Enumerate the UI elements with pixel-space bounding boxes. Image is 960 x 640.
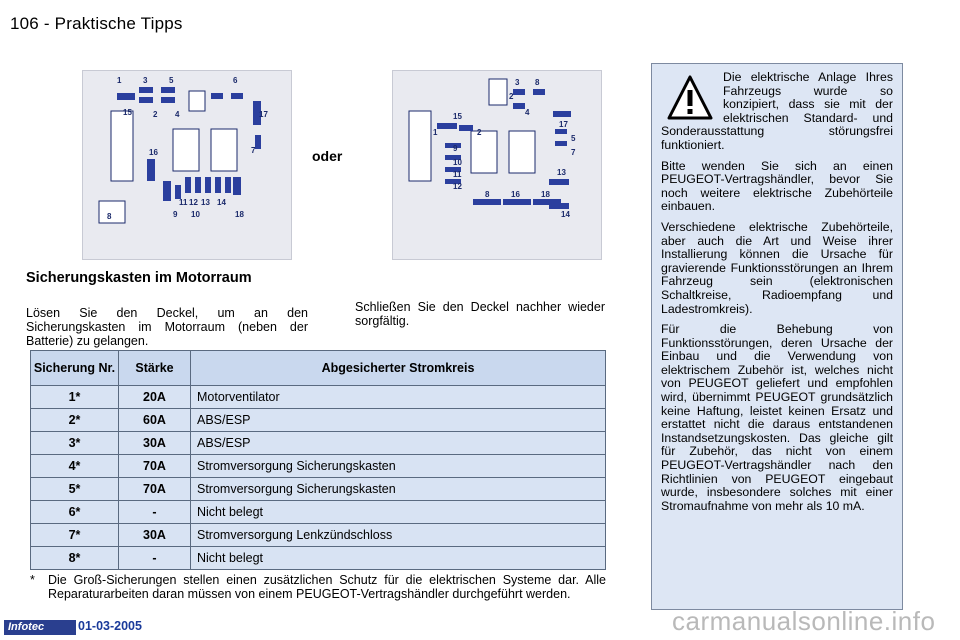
- fuse-circuit: Motorventilator: [191, 386, 606, 409]
- fuse-callout-number: 8: [485, 190, 490, 199]
- warning-triangle-icon: [667, 74, 713, 122]
- fuse-circuit: Stromversorgung Sicherungskasten: [191, 455, 606, 478]
- fuse-callout-number: 14: [217, 198, 226, 207]
- fuse-rating: -: [119, 547, 191, 570]
- warning-paragraph: Bitte wenden Sie sich an einen PEUGEOT-Vertragshändler, bevor Sie noch weitere elektrische Zubehörteile einbauen.: [661, 158, 893, 214]
- fuse-number: 8*: [31, 547, 119, 570]
- intro-paragraph: Lösen Sie den Deckel, um an den Sicherungskasten im Motorraum (neben der Batterie) zu gelangen.: [26, 306, 308, 348]
- fuse-callout-number: 9: [173, 210, 178, 219]
- table-row: [31, 524, 606, 547]
- fuse-callout-number: 8: [535, 78, 540, 87]
- fuse-rating: 70A: [119, 455, 191, 478]
- fuse-callout-number: 15: [453, 112, 462, 121]
- fuse-number: 3*: [31, 432, 119, 455]
- table-header-row: [31, 351, 606, 386]
- fuse-callout-number: 2: [477, 128, 482, 137]
- fuse-rating: 70A: [119, 478, 191, 501]
- fuse-callout-number: 4: [175, 110, 180, 119]
- fuse-callout-number: 10: [191, 210, 200, 219]
- table-row: [31, 501, 606, 524]
- warning-paragraph: Für die Behebung von Funktionsstörungen, deren Ursache der Einbau und die Verwendung von elektrischem Zubehör ist, welches nicht von PEUGEOT geliefert und empfohlen wird, übernimmt PEUGEOT grundsätzlich keine Haftung, leistet keinen Ersatz und erstattet nicht die daraus entstandenen Instandsetzungskosten. Das gleiche gilt für Zubehör, das nicht von einem PEUGEOT-Vertragshändler nach den Richtlinien von PEUGEOT eingebaut wurde, insbesondere solches mit einer Stromaufnahme von mehr als 10 mA.: [661, 322, 893, 513]
- table-row: [31, 547, 606, 570]
- footnote: [30, 573, 606, 601]
- fuse-number: 7*: [31, 524, 119, 547]
- fuse-circuit: Nicht belegt: [191, 501, 606, 524]
- table-row: [31, 455, 606, 478]
- table-row: [31, 409, 606, 432]
- fuse-callout-number: 1: [433, 128, 438, 137]
- fuse-callout-number: 5: [169, 76, 174, 85]
- fuse-number: 4*: [31, 455, 119, 478]
- infotec-logo: Infotec: [4, 620, 76, 635]
- fuse-circuit: Stromversorgung Lenkzündschloss: [191, 524, 606, 547]
- warning-paragraph: Die elektrische Anlage Ihres Fahrzeugs wurde so konzipiert, dass sie mit der elektrischen Standard- und Sonderausstattung störungsfrei funktioniert.: [661, 70, 893, 152]
- closing-instruction: Schließen Sie den Deckel nachher wieder sorgfältig.: [355, 300, 605, 328]
- fuse-callout-number: 3: [515, 78, 520, 87]
- warning-paragraph: Verschiedene elektrische Zubehörteile, aber auch die Art und Weise ihrer Installierung können die Ursache für gravierende Funktionsstörungen an Ihrem Fahrzeug sein (elektronischen Schaltkreise, Radioempfang und Ladestromkreis).: [661, 219, 893, 316]
- fuse-callout-number: 4: [525, 108, 530, 117]
- or-label: oder: [312, 148, 343, 164]
- page-title: 106 - Praktische Tipps: [10, 14, 183, 33]
- fuse-callout-number: 14: [561, 210, 570, 219]
- header-rating: Stärke: [119, 351, 191, 386]
- fuse-callout-number: 11: [179, 198, 188, 207]
- footnote-text: Die Groß-Sicherungen stellen einen zusätzlichen Schutz für die elektrischen Systeme dar. Alle Reparaturarbeiten daran müssen von einem PEUGEOT-Vertragshändler durchgeführt werden.: [48, 573, 606, 601]
- fuse-callout-number: 8: [107, 212, 112, 221]
- table-row: [31, 386, 606, 409]
- fuse-callout-number: 17: [259, 110, 268, 119]
- warning-box: [651, 63, 903, 610]
- fuse-callout-number: 2: [509, 92, 514, 101]
- fuse-callout-number: 1: [117, 76, 122, 85]
- fuse-callout-number: 13: [557, 168, 566, 177]
- fuse-number: 6*: [31, 501, 119, 524]
- fuse-callout-number: 5: [571, 134, 576, 143]
- fuse-callout-number: 2: [153, 110, 158, 119]
- fuse-box-drawing: [83, 71, 293, 261]
- fuse-circuit: ABS/ESP: [191, 409, 606, 432]
- fuse-callout-number: 7: [251, 146, 256, 155]
- fuse-rating: 20A: [119, 386, 191, 409]
- fuse-box-drawing: [393, 71, 603, 261]
- footnote-marker: *: [30, 573, 35, 587]
- fuse-callout-number: 15: [123, 108, 132, 117]
- fuse-callout-number: 12: [189, 198, 198, 207]
- footer-date: 01-03-2005: [78, 619, 142, 633]
- fuse-callout-number: 7: [571, 148, 576, 157]
- fuse-callout-number: 9: [453, 144, 458, 153]
- fuse-rating: -: [119, 501, 191, 524]
- table-row: [31, 432, 606, 455]
- watermark: carmanualsonline.info: [672, 606, 936, 636]
- fuse-rating: 30A: [119, 524, 191, 547]
- fuse-callout-number: 3: [143, 76, 148, 85]
- fuse-rating: 60A: [119, 409, 191, 432]
- fuse-circuit: Stromversorgung Sicherungskasten: [191, 478, 606, 501]
- fuse-callout-number: 11: [453, 170, 462, 179]
- table-row: [31, 478, 606, 501]
- fuse-number: 2*: [31, 409, 119, 432]
- fuse-table: [30, 350, 606, 570]
- fuse-box-diagram-left: [82, 70, 292, 260]
- fuse-callout-number: 18: [235, 210, 244, 219]
- fuse-callout-number: 16: [149, 148, 158, 157]
- fuse-box-diagram-right: [392, 70, 602, 260]
- fuse-number: 1*: [31, 386, 119, 409]
- fuse-callout-number: 12: [453, 182, 462, 191]
- fuse-circuit: Nicht belegt: [191, 547, 606, 570]
- section-heading: Sicherungskasten im Motorraum: [26, 270, 252, 286]
- fuse-callout-number: 6: [233, 76, 238, 85]
- header-circuit: Abgesicherter Stromkreis: [191, 351, 606, 386]
- fuse-circuit: ABS/ESP: [191, 432, 606, 455]
- header-fuse-number: Sicherung Nr.: [31, 351, 119, 386]
- fuse-callout-number: 18: [541, 190, 550, 199]
- fuse-callout-number: 13: [201, 198, 210, 207]
- fuse-callout-number: 16: [511, 190, 520, 199]
- fuse-rating: 30A: [119, 432, 191, 455]
- fuse-callout-number: 17: [559, 120, 568, 129]
- fuse-number: 5*: [31, 478, 119, 501]
- fuse-callout-number: 10: [453, 158, 462, 167]
